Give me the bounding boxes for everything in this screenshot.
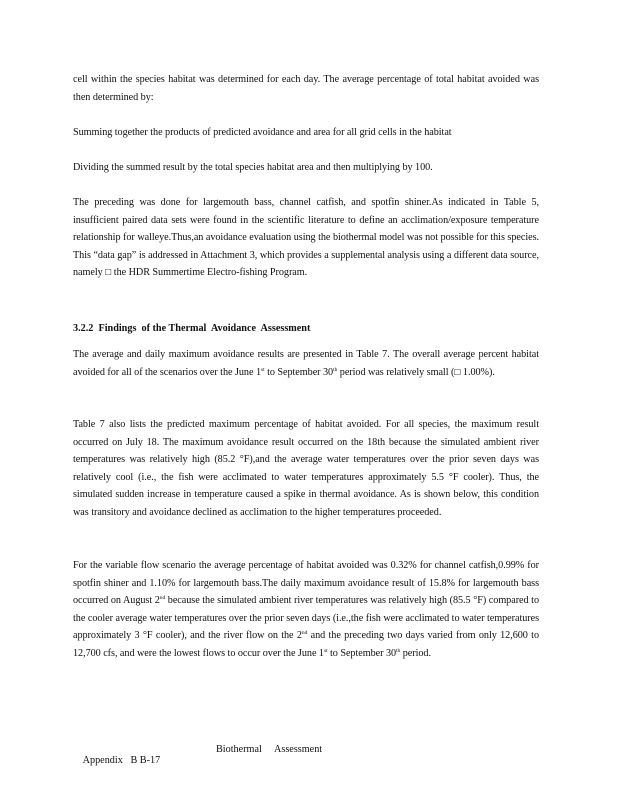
text-run: The average and daily maximum avoidance results are presented in Table 7. The overall average percent habitat avoided for all of the scenarios over the June 1 [73,349,539,378]
text-run: because the simulated ambient river temperatures was relatively high (85.5 °F) compared to the cooler average water temperatures over the prior seven days (i.e.,the fish were acclimated to water temperatures approximately 3 °F cooler), and the river flow on the 2 [73,595,539,642]
paragraph-average-results [73,346,539,381]
superscript: nd [301,630,308,637]
superscript: st [261,366,265,373]
paragraph-dividing: Dividing the summed result by the total species habitat area and then multiplying by 100. [73,162,433,173]
superscript: nd [159,595,166,602]
paragraph-variable-flow [73,557,539,663]
text-run: period. [400,647,431,659]
paragraph-preceding: The preceding was done for largemouth bass, channel catfish, and spotfin shiner.As indicated in Table 5, insufficient paired data sets were found in the scientific literature to define an acclimation/exposure temperature relationship for walleye.Thus,an avoidance evaluation using the biothermal model was not possible for this species. This “data gap” is addressed in Attachment 3, which provides a supplemental analysis using a different data source, namely □ the HDR Summertime Electro-fishing Program. [73,197,539,279]
superscript: th [333,366,338,373]
paragraph-table7: Table 7 also lists the predicted maximum percentage of habitat avoided. For all species, the maximum result occurred on July 18. The maximum avoidance result occurred on the 18th because the simulated ambient river temperatures was relatively high (85.2 °F),and the average water temperatures over the prior seven days was relatively cool (i.e., the fish were acclimated to water temperatures approximately 5.5 °F cooler). Thus, the simulated sudden increase in temperature caused a spike in thermal avoidance. As is shown below, this condition was transitory and avoidance declined as acclimation to the higher temperatures proceeded. [73,419,539,518]
footer-page-label: Appendix B B-17 [82,755,161,766]
footer-section-title: Biothermal Assessment [216,744,323,755]
page-footer [73,744,323,788]
text-run: period was relatively small (□ 1.00%). [337,366,495,378]
text-run: to September 30 [264,366,334,378]
text-run: and the preceding two days varied from only 12,600 to 12,700 cfs, and were the lowest flows to occur over the June 1 [73,630,539,659]
paragraph-cell-habitat: cell within the species habitat was determined for each day. The average percentage of total habitat avoided was then determined by: [73,74,539,103]
section-heading: 3.2.2 Findings of the Thermal Avoidance Assessment [73,323,311,334]
text-run: For the variable flow scenario the average percentage of habitat avoided was 0.32% for channel catfish,0.99% for spotfin shiner and 1.10% for largemouth bass.The daily maximum avoidance result of 15.8% for largemouth bass occurred on August 2 [73,560,539,607]
text-run: to September 30 [327,647,397,659]
superscript: st [323,647,328,654]
paragraph-summing: Summing together the products of predicted avoidance and area for all grid cells in the habitat [73,127,452,138]
superscript: th [396,647,401,654]
